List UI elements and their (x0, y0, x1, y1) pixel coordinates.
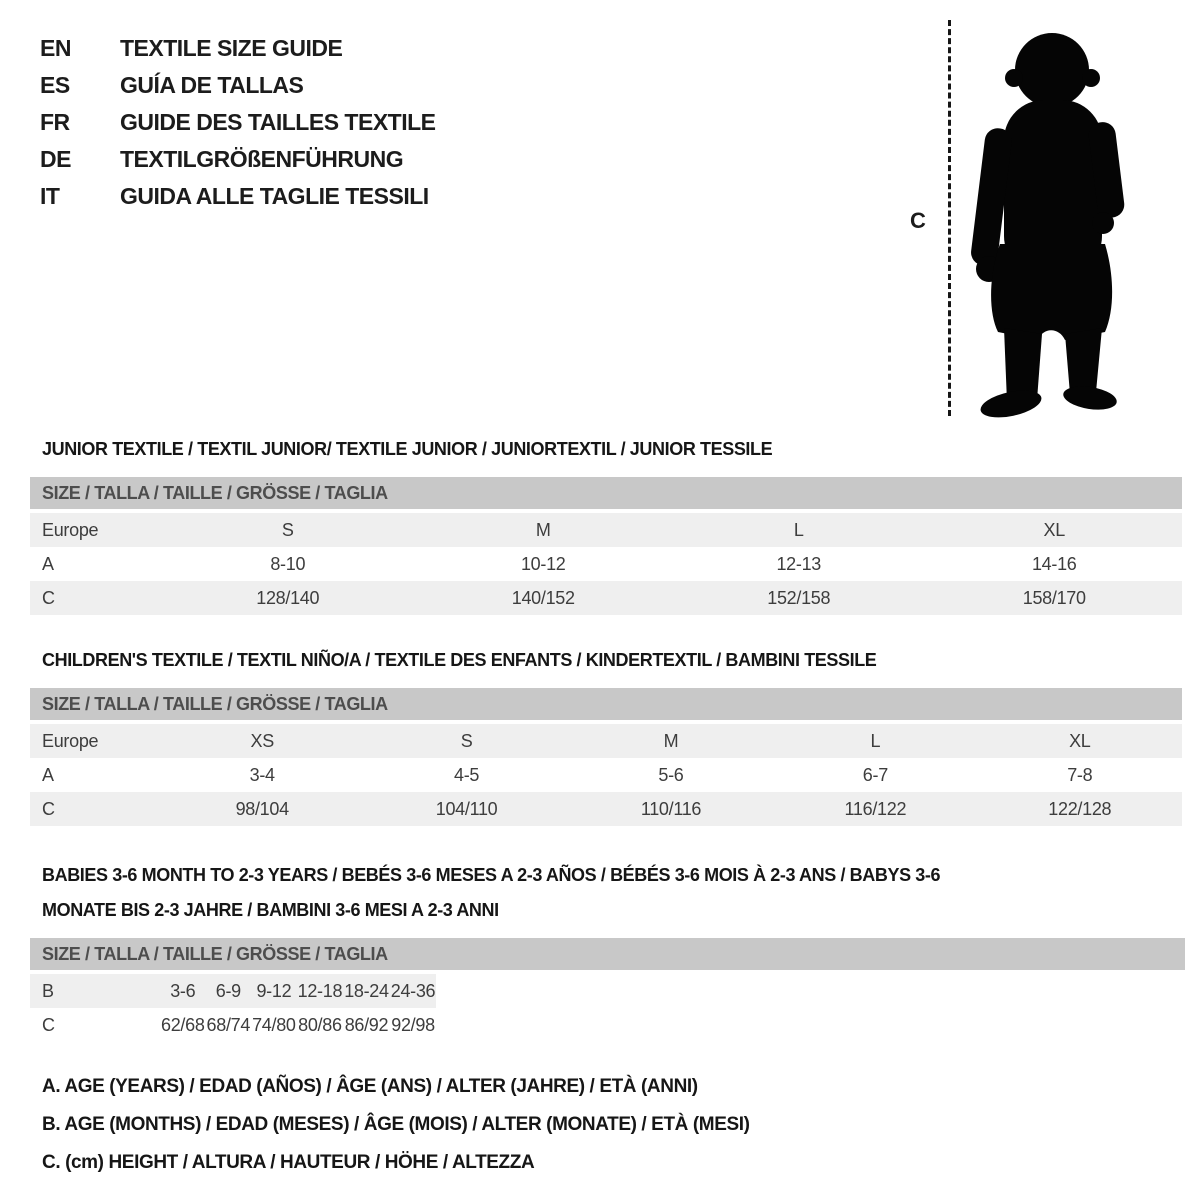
table-cell: 68/74 (206, 1014, 251, 1035)
row-label: C (42, 587, 55, 608)
guide-title: GUÍA DE TALLAS (120, 72, 304, 98)
table-cell: 5-6 (658, 764, 684, 785)
table-cell: 92/98 (391, 1014, 435, 1035)
table-cell: 18-24 (344, 980, 389, 1001)
language-title-list (40, 30, 436, 215)
section-title: BABIES 3-6 MONTH TO 2-3 YEARS / BEBÉS 3-6 MESES A 2-3 AÑOS / BÉBÉS 3-6 MOIS À 2-3 ANS / BABYS 3-6 MONATE BIS 2-3 JAHRE / BAMBINI 3-6 MESI A 2-3 ANNI (42, 865, 941, 920)
language-row (40, 104, 436, 141)
table-cell: 3-6 (170, 980, 196, 1001)
table-row (30, 974, 436, 1008)
table-cell: 6-9 (215, 980, 241, 1001)
height-figure (900, 12, 1180, 424)
table-row (30, 792, 1182, 826)
table-cell: 10-12 (520, 553, 566, 574)
table-cell: 12-18 (297, 980, 343, 1001)
table-cell: 4-5 (454, 764, 480, 785)
row-label: B (42, 980, 54, 1001)
guide-title: GUIDE DES TAILLES TEXTILE (120, 109, 436, 135)
table-cell: 110/116 (640, 798, 702, 819)
size-header-bar: SIZE / TALLA / TAILLE / GRÖSSE / TAGLIA (30, 688, 1182, 720)
table-cell: XL (1043, 519, 1065, 540)
row-label: C (42, 798, 55, 819)
language-code: IT (40, 183, 60, 209)
table-row (30, 547, 1182, 581)
size-header-bar: SIZE / TALLA / TAILLE / GRÖSSE / TAGLIA (30, 477, 1182, 509)
table-cell: M (663, 730, 679, 751)
table-cell: XS (250, 730, 274, 751)
table-cell: M (535, 519, 551, 540)
table-cell: 158/170 (1022, 587, 1086, 608)
table-cell: 152/158 (767, 587, 831, 608)
legend-line: A. AGE (YEARS) / EDAD (AÑOS) / ÂGE (ANS) / ALTER (JAHRE) / ETÀ (ANNI) (42, 1076, 698, 1097)
size-section (30, 643, 1185, 826)
size-table (30, 724, 1182, 826)
table-cell: 80/86 (298, 1014, 342, 1035)
row-label: Europe (42, 519, 99, 540)
size-table (30, 513, 1182, 615)
toddler-silhouette-image (962, 16, 1140, 418)
table-cell: 3-4 (249, 764, 275, 785)
table-row (30, 724, 1182, 758)
table-cell: S (460, 730, 473, 751)
language-row (40, 178, 436, 215)
table-row (30, 513, 1182, 547)
table-row (30, 581, 1182, 615)
row-label: A (42, 764, 54, 785)
size-header-bar: SIZE / TALLA / TAILLE / GRÖSSE / TAGLIA (30, 938, 1185, 970)
language-row (40, 67, 436, 104)
table-cell: 7-8 (1067, 764, 1093, 785)
height-measure-label: C (910, 208, 926, 233)
guide-title: GUIDA ALLE TAGLIE TESSILI (120, 183, 429, 209)
language-code: EN (40, 35, 71, 61)
table-cell: 86/92 (344, 1014, 389, 1035)
table-cell: 128/140 (256, 587, 320, 608)
language-row (40, 141, 436, 178)
size-section (30, 432, 1185, 615)
size-sections (30, 432, 1185, 1042)
legend-line: C. (cm) HEIGHT / ALTURA / HAUTEUR / HÖHE / ALTEZZA (42, 1152, 535, 1173)
table-cell: L (793, 519, 804, 540)
size-table (30, 974, 436, 1042)
table-row (30, 1008, 436, 1042)
height-dashed-line (948, 20, 951, 416)
language-row (40, 30, 436, 67)
language-code: DE (40, 146, 71, 172)
row-label: C (42, 1014, 55, 1035)
table-cell: 9-12 (256, 980, 292, 1001)
table-cell: 62/68 (161, 1014, 205, 1035)
table-cell: XL (1069, 730, 1091, 751)
section-title: CHILDREN'S TEXTILE / TEXTIL NIÑO/A / TEXTILE DES ENFANTS / KINDERTEXTIL / BAMBINI TESSILE (42, 650, 877, 670)
row-label: Europe (42, 730, 99, 751)
table-cell: S (281, 519, 294, 540)
table-cell: 140/152 (511, 587, 575, 608)
legend (42, 1068, 750, 1182)
table-cell: 8-10 (270, 553, 306, 574)
table-cell: 98/104 (235, 798, 289, 819)
section-title: JUNIOR TEXTILE / TEXTIL JUNIOR/ TEXTILE JUNIOR / JUNIORTEXTIL / JUNIOR TESSILE (42, 439, 773, 459)
guide-title: TEXTILGRÖßENFÜHRUNG (120, 146, 404, 172)
table-cell: 122/128 (1048, 798, 1112, 819)
size-section (30, 858, 1185, 1042)
guide-title: TEXTILE SIZE GUIDE (120, 35, 343, 61)
table-cell: 104/110 (435, 798, 498, 819)
language-code: ES (40, 72, 70, 98)
language-code: FR (40, 109, 70, 135)
table-cell: 24-36 (390, 980, 436, 1001)
row-label: A (42, 553, 54, 574)
table-row (30, 758, 1182, 792)
table-cell: 14-16 (1031, 553, 1077, 574)
table-cell: L (870, 730, 881, 751)
table-cell: 6-7 (862, 764, 888, 785)
table-cell: 12-13 (776, 553, 822, 574)
legend-line: B. AGE (MONTHS) / EDAD (MESES) / ÂGE (MOIS) / ALTER (MONATE) / ETÀ (MESI) (42, 1114, 750, 1135)
table-cell: 74/80 (252, 1014, 296, 1035)
table-cell: 116/122 (844, 798, 907, 819)
